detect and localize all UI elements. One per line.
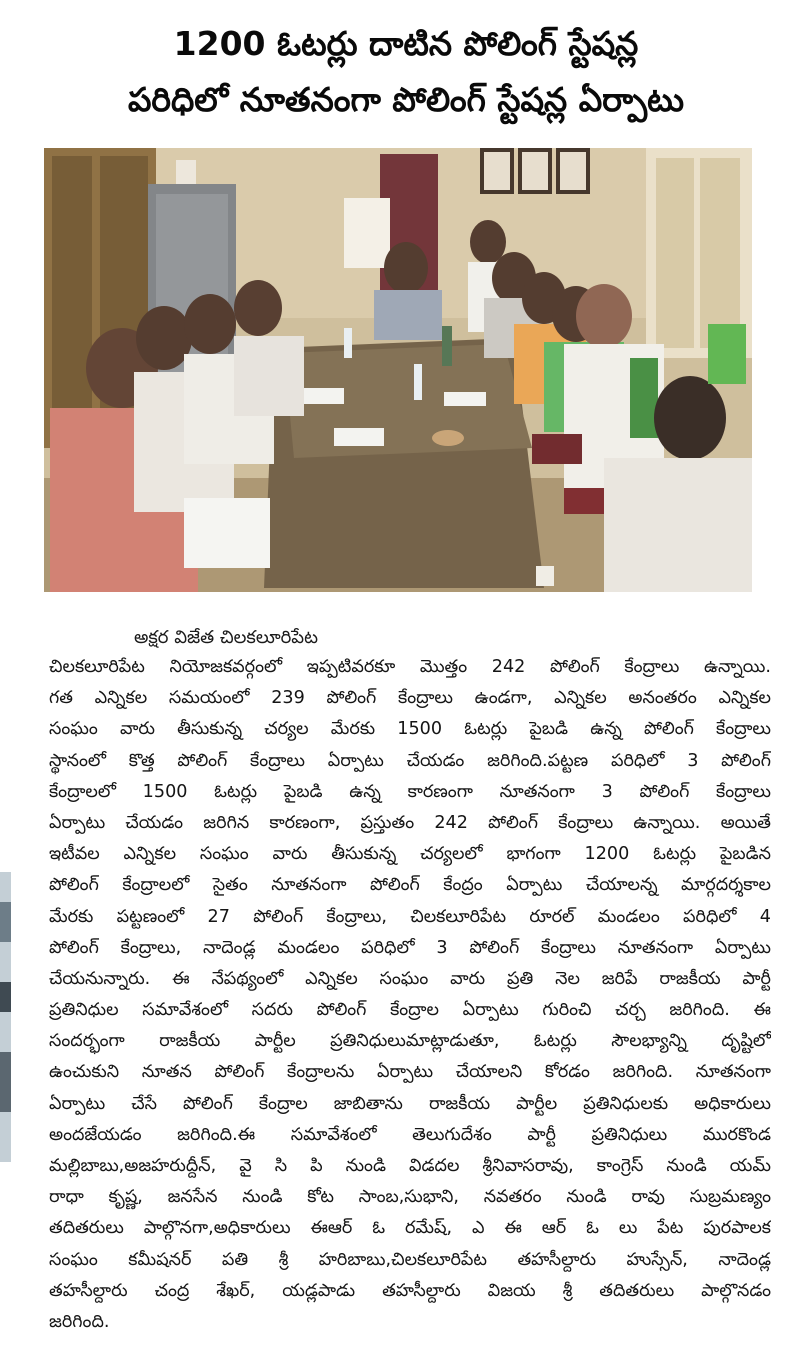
headline-line-2: పరిధిలో నూతనంగా పోలింగ్ స్టేషన్ల ఏర్పాటు (127, 80, 685, 119)
article-line: ఇటీవల ఎన్నికల సంఘం వారు తీసుకున్న చర్యలలో భాగంగా 1200 ఓటర్లు పైబడిన (49, 844, 771, 865)
article-line: పోలింగ్ కేంద్రాలలో సైతం నూతనంగా పోలింగ్ కేంద్రం ఏర్పాటు చేయాలన్న మార్గదర్శకాల (49, 875, 771, 896)
article-line: ఏర్పాటు చేయడం జరిగిన కారణంగా, ప్రస్తుతం 242 పోలింగ్ కేంద్రాలు ఉన్నాయి. అయితే (49, 812, 771, 833)
article-body (49, 652, 771, 1338)
article-line: మల్లిబాబు,అజహరుద్దీన్, వై సి పి నుండి విడదల శ్రీనివాసరావు, కాంగ్రెస్ నుండి యమ్ (49, 1156, 771, 1176)
article-line: రాధా కృష్ణ, జనసేన నుండి కోట సాంబ,సుభాని, నవతరం నుండి రావు సుబ్రమణ్యం (49, 1187, 771, 1208)
article-line: సందర్భంగా రాజకీయ పార్టీల ప్రతినిధులుమాట్లాడుతూ, ఓటర్లు సౌలభ్యాన్ని దృష్టిలో (49, 1031, 771, 1052)
article-line: పోలింగ్ కేంద్రాలు, నాదెండ్ల మండలం పరిధిలో 3 పోలింగ్ కేంద్రాలు నూతనంగా ఏర్పాటు (49, 937, 771, 958)
article-line: మేరకు పట్టణంలో 27 పోలింగ్ కేంద్రాలు, చిలకలూరిపేట రూరల్ మండలం పరిధిలో 4 (49, 906, 771, 927)
article-line: తదితరులు పాల్గొనగా,అధికారులు ఈఆర్ ఓ రమేష్, ఎ ఈ ఆర్ ఓ లు పేట పురపాలక (49, 1218, 771, 1239)
headline-line-1: 1200 ఓటర్లు దాటిన పోలింగ్ స్టేషన్ల (173, 24, 639, 63)
article-line: అందజేయడం జరిగింది.ఈ సమావేశంలో తెలుగుదేశం పార్టీ ప్రతినిధులు మురకొండ (49, 1124, 771, 1145)
meeting-photo-icon (44, 148, 752, 592)
article-line: జరిగింది. (49, 1311, 110, 1332)
article-line: ప్రతినిధుల సమావేశంలో సదరు పోలింగ్ కేంద్రాల ఏర్పాటు గురించి చర్చ జరిగింది. ఈ (49, 1000, 771, 1021)
article-line: చేయనున్నారు. ఈ నేపథ్యంలో ఎన్నికల సంఘం వారు ప్రతి నెల జరిపే రాజకీయ పార్టీ (49, 968, 771, 989)
article-line: చిలకలూరిపేట నియోజకవర్గంలో ఇప్పటివరకూ మొత్తం 242 పోలింగ్ కేంద్రాలు ఉన్నాయి. (49, 657, 771, 677)
article-line: ఏర్పాటు చేసే పోలింగ్ కేంద్రాల జాబితాను రాజకీయ పార్టీల ప్రతినిధులకు అధికారులు (49, 1093, 771, 1114)
article-line: సంఘం వారు తీసుకున్న చర్యల మేరకు 1500 ఓటర్లు పైబడి ఉన్న పోలింగ్ కేంద్రాలు (49, 719, 771, 740)
article-line: కేంద్రాలలో 1500 ఓటర్లు పైబడి ఉన్న కారణంగా నూతనంగా 3 పోలింగ్ కేంద్రాలు (49, 781, 771, 802)
byline: అక్షర విజేత చిలకలూరిపేట (134, 627, 318, 648)
meeting-photo (44, 148, 752, 592)
article-line: స్థానంలో కొత్త పోలింగ్ కేంద్రాలు ఏర్పాటు చేయడం జరిగింది.పట్టణ పరిధిలో 3 పోలింగ్ (49, 750, 771, 771)
article-line: తహసీల్దారు చంద్ర శేఖర్, యడ్లపాడు తహసీల్దారు విజయ శ్రీ తదితరులు పాల్గొనడం (49, 1280, 771, 1301)
article-line: గత ఎన్నికల సమయంలో 239 పోలింగ్ కేంద్రాలు ఉండగా, ఎన్నికల అనంతరం ఎన్నికల (49, 688, 771, 709)
article-line: ఉంచుకుని నూతన పోలింగ్ కేంద్రాలను ఏర్పాటు చేయాలని కోరడం జరిగింది. నూతనంగా (49, 1062, 771, 1083)
page-edge-image-fragment (0, 872, 11, 1162)
article-line: సంఘం కమీషనర్ పతి శ్రీ హరిబాబు,చిలకలూరిపేట తహసీల్దారు హుస్సేన్, నాదెండ్ల (49, 1249, 771, 1270)
